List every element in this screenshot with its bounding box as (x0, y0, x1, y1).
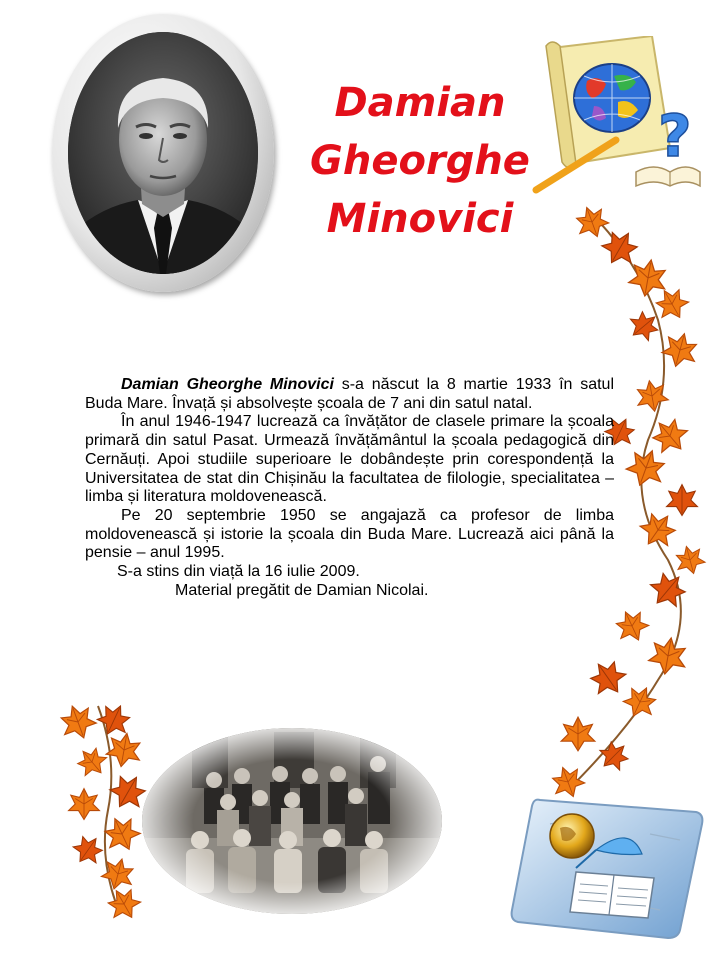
biography-text (85, 376, 614, 600)
bio-paragraph-1-text: s-a născut la 8 martie 1933 în satul Buda Mare. Învață și absolvește școala de 7 ani din satul natal. (85, 376, 615, 412)
title-line-1: Damian (334, 80, 506, 126)
bio-paragraph-1 (85, 376, 614, 413)
bio-paragraph-2: În anul 1946-1947 lucrează ca învățător de clasele primare la școala primară din satul Pasat. Urmează învățământul la școala pedagogică din Cernăuți. Apoi studiile superioare le dobândește prin corespondență la Universitatea de stat din Chișinău la facultatea de filologie, specialitatea – limba și literatura moldovenească. (85, 413, 614, 506)
portrait-photo (68, 32, 258, 274)
svg-text:?: ? (658, 102, 692, 170)
world-map-scroll-icon (532, 36, 702, 196)
bio-paragraph-4: S-a stins din viață la 16 iulie 2009. (117, 563, 360, 581)
autumn-leaves-left-icon (48, 700, 148, 920)
title-line-3: Minovici (326, 196, 514, 242)
group-photo (142, 728, 442, 914)
portrait-frame (52, 14, 274, 292)
page-title (300, 74, 540, 248)
bio-credit: Material pregătit de Damian Nicolai. (175, 581, 429, 599)
bio-person-name: Damian Gheorghe Minovici (121, 376, 334, 393)
bio-paragraph-3: Pe 20 septembrie 1950 se angajază ca profesor de limba moldovenească și istorie la școala din Buda Mare. Lucrează aici până la pensie – anul 1995. (85, 506, 614, 562)
title-line-2: Gheorghe (310, 138, 530, 184)
globe-book-pen-icon (510, 794, 706, 940)
